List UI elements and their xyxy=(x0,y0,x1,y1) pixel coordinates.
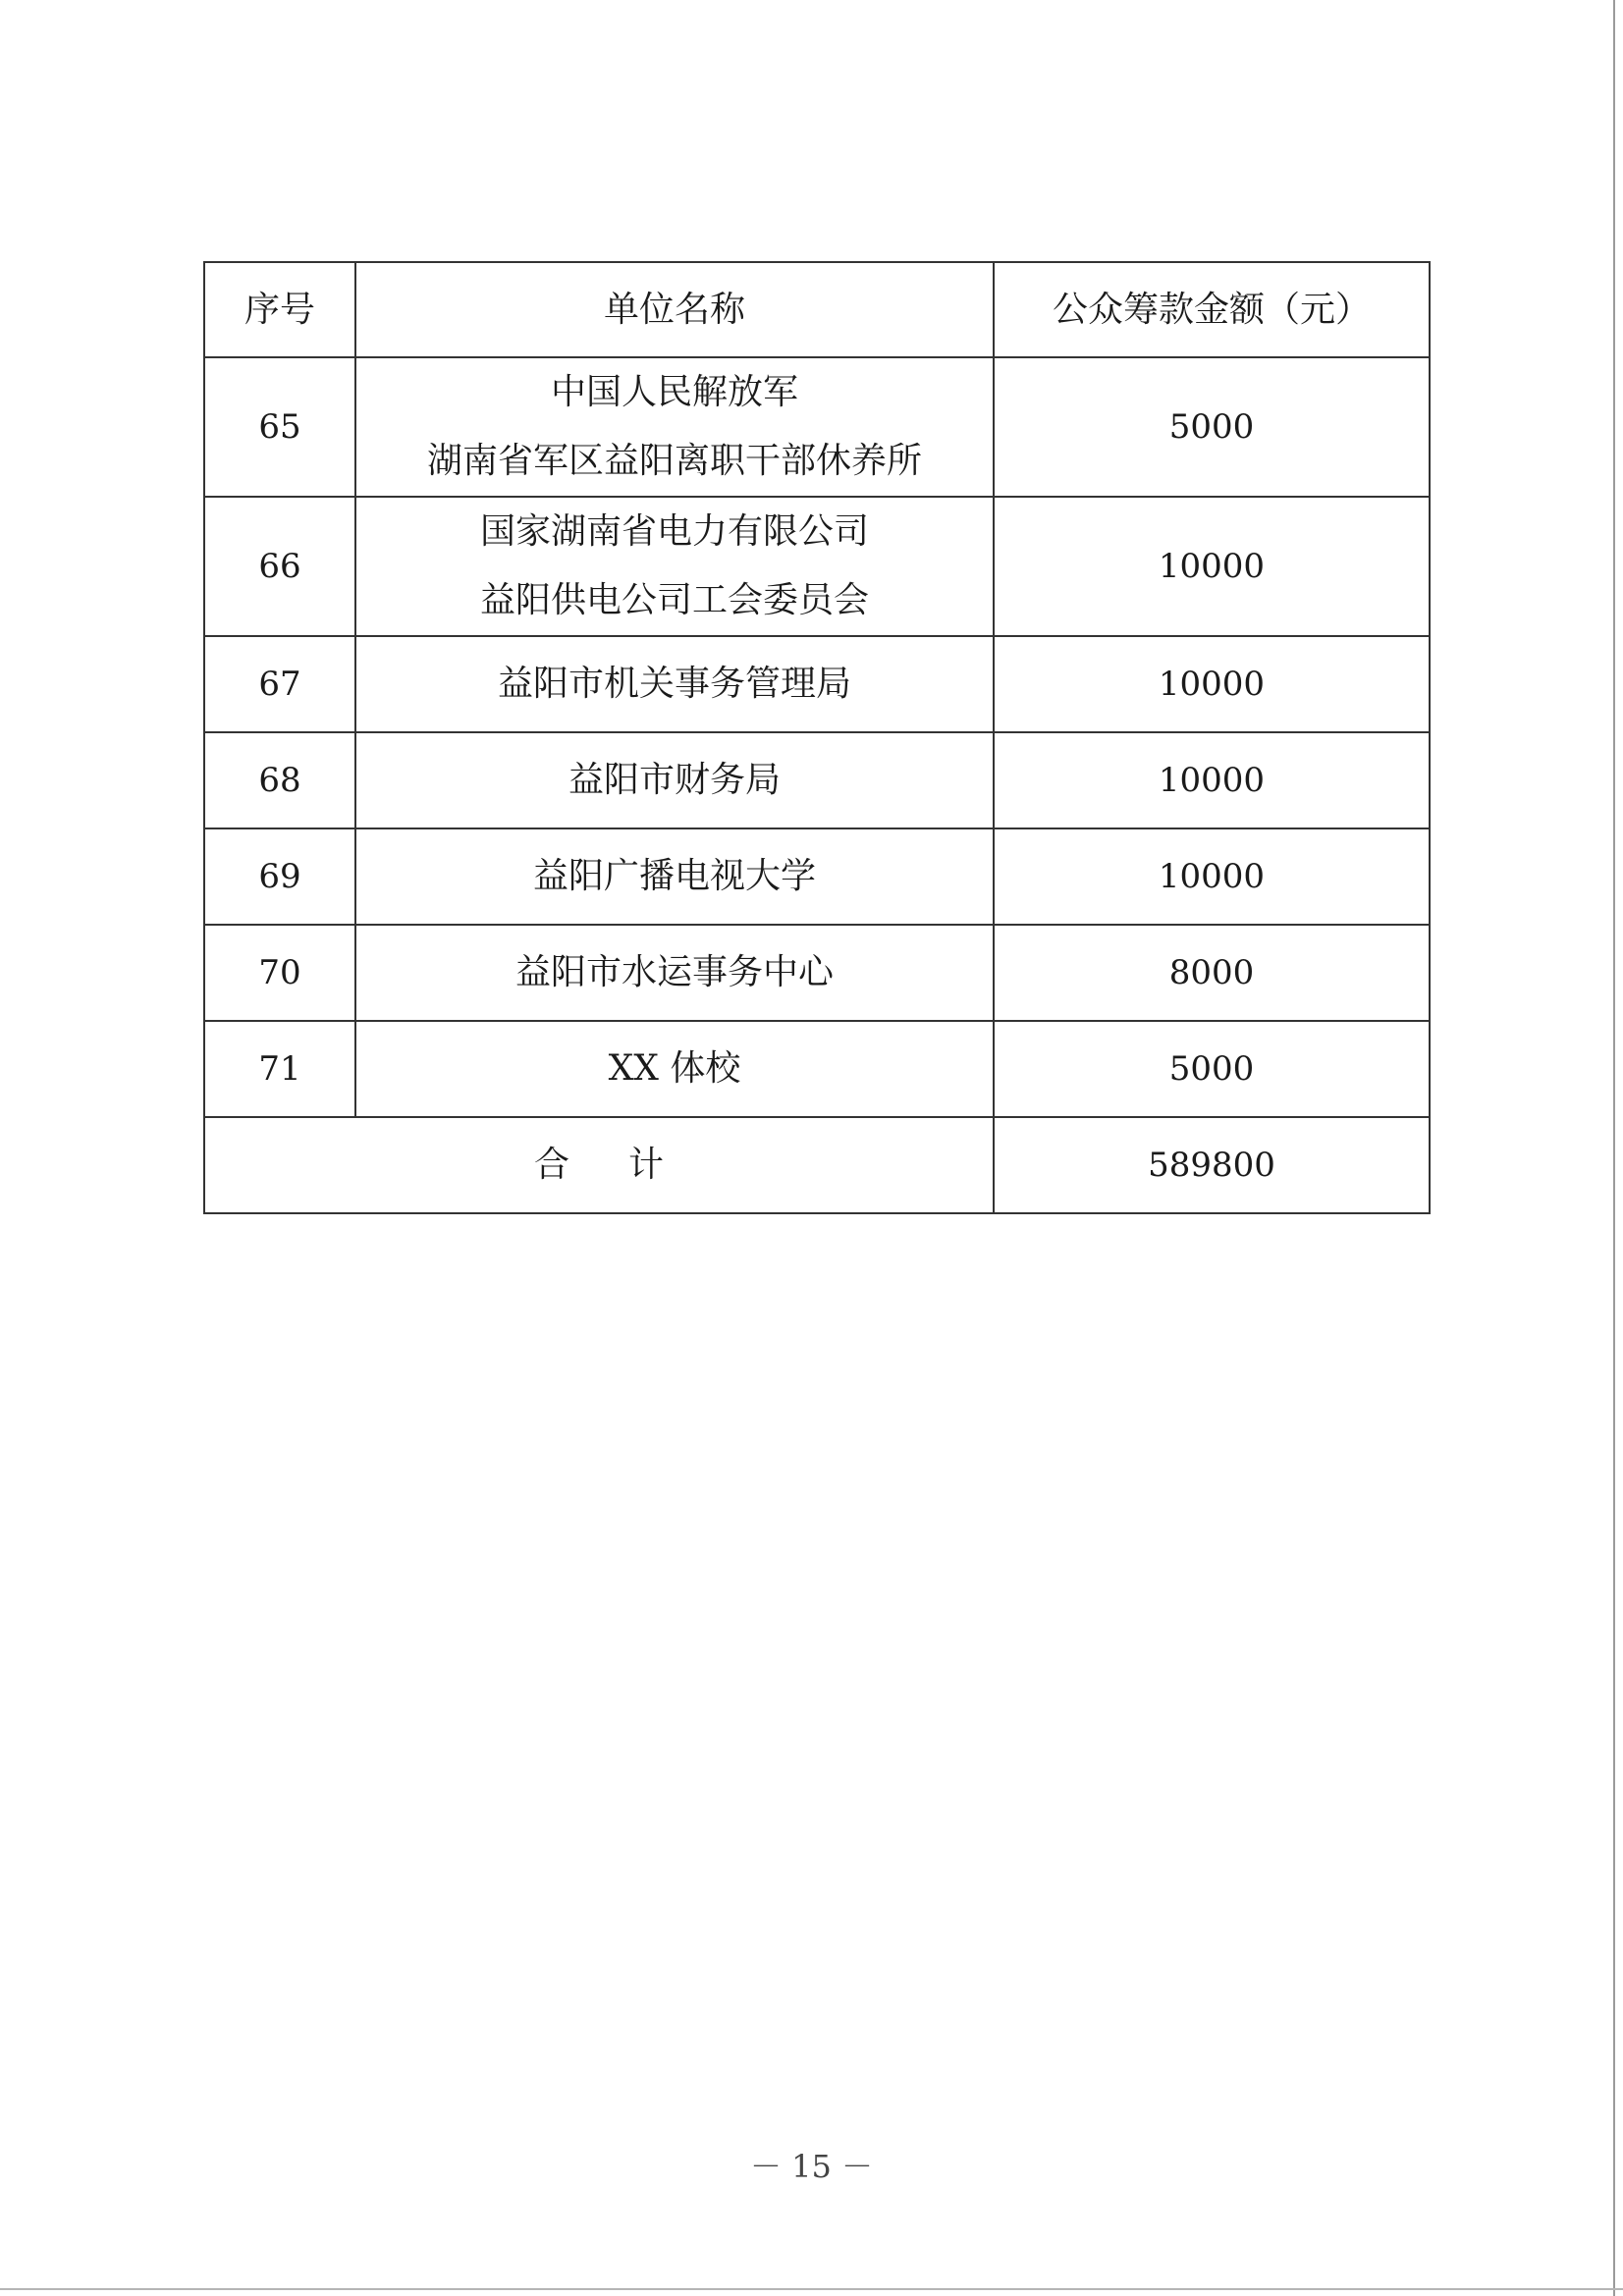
page-edge-right xyxy=(1613,0,1615,2296)
table-row xyxy=(204,732,1430,828)
row-amount: 8000 xyxy=(994,925,1430,1021)
total-label xyxy=(204,1117,994,1213)
row-amount: 10000 xyxy=(994,828,1430,925)
total-label-text: 合计 xyxy=(533,1145,723,1185)
row-name-line: 中国人民解放军 xyxy=(550,372,798,412)
row-amount: 5000 xyxy=(994,357,1430,497)
row-name: 益阳市水运事务中心 xyxy=(355,925,994,1021)
row-seq: 65 xyxy=(204,357,355,497)
row-seq: 70 xyxy=(204,925,355,1021)
row-seq: 69 xyxy=(204,828,355,925)
row-name-line: 国家湖南省电力有限公司 xyxy=(479,511,869,552)
row-name: 益阳市机关事务管理局 xyxy=(355,636,994,732)
row-name: XX 体校 xyxy=(355,1021,994,1117)
row-seq: 68 xyxy=(204,732,355,828)
header-amount: 公众筹款金额（元） xyxy=(994,262,1430,357)
row-amount: 10000 xyxy=(994,732,1430,828)
total-amount: 589800 xyxy=(994,1117,1430,1213)
row-name xyxy=(355,497,994,636)
page-edge-bottom xyxy=(0,2288,1623,2290)
header-seq: 序号 xyxy=(204,262,355,357)
row-name: 益阳市财务局 xyxy=(355,732,994,828)
table-row xyxy=(204,636,1430,732)
page-number: － 15 － xyxy=(749,2148,874,2185)
row-seq: 71 xyxy=(204,1021,355,1117)
row-amount: 10000 xyxy=(994,497,1430,636)
table-row xyxy=(204,497,1430,636)
donation-table xyxy=(203,261,1431,1214)
row-amount: 5000 xyxy=(994,1021,1430,1117)
row-name xyxy=(355,357,994,497)
table-row xyxy=(204,357,1430,497)
table-header-row xyxy=(204,262,1430,357)
row-seq: 67 xyxy=(204,636,355,732)
table-row xyxy=(204,925,1430,1021)
row-amount: 10000 xyxy=(994,636,1430,732)
row-name-line: 湖南省军区益阳离职干部休养所 xyxy=(426,441,922,481)
table-row xyxy=(204,828,1430,925)
row-name: 益阳广播电视大学 xyxy=(355,828,994,925)
table-total-row xyxy=(204,1117,1430,1213)
header-name: 单位名称 xyxy=(355,262,994,357)
row-seq: 66 xyxy=(204,497,355,636)
table-row xyxy=(204,1021,1430,1117)
row-name-line: 益阳供电公司工会委员会 xyxy=(479,580,869,620)
